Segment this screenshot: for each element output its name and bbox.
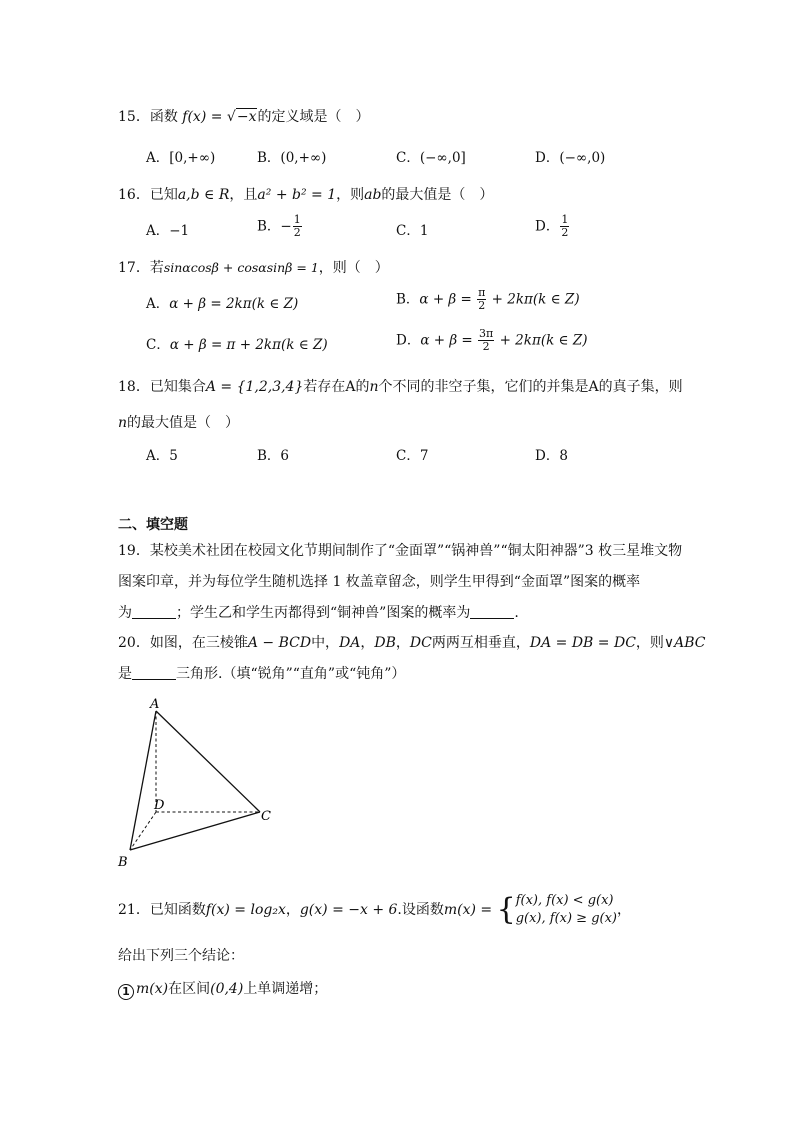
q17-option-c[interactable]: [146, 336, 328, 354]
option-label: B．: [257, 150, 281, 166]
question-21-line-1: [118, 890, 631, 930]
vertex-label-d: D: [154, 798, 165, 813]
q16-option-a[interactable]: [146, 222, 189, 240]
math-condition: a,b ∈ R: [177, 187, 230, 203]
question-21-line-2: 给出下列三个结论：: [118, 948, 244, 964]
fraction: [560, 214, 569, 239]
question-16-stem: [118, 186, 493, 204]
stem-text: 21．已知函数: [118, 902, 206, 918]
stem-text: 上单调递增；: [243, 981, 328, 997]
option-text: 6: [280, 448, 290, 464]
edge-bc: [130, 812, 260, 850]
math-segment: DC: [409, 635, 432, 651]
option-label: C．: [396, 448, 420, 464]
case-1: f(x), f(x) < g(x): [515, 893, 614, 908]
vertex-label-a: A: [150, 697, 160, 712]
math-expression: sinαcosβ + cosαsinβ = 1: [163, 260, 319, 275]
fraction: [477, 287, 486, 312]
q18-option-d[interactable]: [535, 447, 568, 465]
stem-text: ，: [360, 635, 375, 651]
q18-option-b[interactable]: [257, 447, 289, 465]
stem-text: 函数: [149, 109, 178, 125]
fraction-denominator: 2: [561, 226, 569, 239]
option-text: 7: [419, 448, 429, 464]
stem-text: 在区间: [168, 981, 211, 997]
stem-text: ，则（ ）: [318, 260, 389, 276]
question-18-line-2: [118, 414, 239, 432]
q17-option-d[interactable]: [396, 328, 588, 353]
option-label: D．: [535, 218, 560, 235]
stem-text: 的定义域是（ ）: [257, 109, 370, 125]
stem-text: ，则: [635, 635, 664, 651]
q18-option-c[interactable]: [396, 447, 428, 465]
option-label: A．: [146, 296, 170, 312]
option-rhs: + 2kπ(k ∈ Z): [487, 291, 580, 308]
q15-option-a[interactable]: [146, 149, 215, 167]
question-20-line-2: [118, 665, 405, 683]
option-label: A．: [146, 223, 170, 239]
stem-text: ，则: [336, 187, 365, 203]
option-label: B．: [396, 291, 420, 308]
fraction: [478, 328, 494, 353]
vertex-label-b: B: [118, 855, 128, 870]
fraction-denominator: 2: [293, 226, 301, 239]
math-interval: (0,4): [210, 981, 244, 997]
stem-text: 若存在A的: [303, 379, 370, 395]
option-text: 5: [169, 448, 178, 464]
option-text: (−∞,0]: [419, 150, 466, 166]
stem-text: ，且: [229, 187, 258, 203]
fraction: [293, 214, 302, 239]
question-20-line-1: [118, 634, 706, 652]
stem-text: 的最大值是（ ）: [381, 187, 494, 203]
fraction-numerator: 1: [561, 213, 569, 226]
question-21-conclusion-1: [118, 980, 327, 1000]
q15-option-b[interactable]: [257, 149, 326, 167]
option-text: (−∞,0): [559, 150, 606, 166]
question-number: 16．: [118, 187, 150, 203]
stem-text: ；学生乙和学生丙都得到“铜神兽”图案的概率为: [176, 605, 471, 621]
option-text: 1: [419, 223, 429, 239]
left-brace-icon: {: [496, 892, 516, 927]
q18-option-a[interactable]: [146, 447, 178, 465]
question-number: 15．: [118, 109, 150, 125]
math-function: m(x) =: [443, 902, 497, 918]
option-label: D．: [535, 448, 560, 464]
math-radicand: −x: [236, 109, 257, 125]
option-lhs: α + β =: [420, 332, 478, 349]
question-number: 17．: [118, 260, 150, 276]
math-variable: n: [369, 379, 379, 395]
option-label: C．: [396, 150, 420, 166]
q16-option-b[interactable]: [257, 214, 303, 239]
fraction-numerator: 1: [293, 213, 301, 226]
stem-text: ，: [617, 902, 632, 918]
math-triangle: ∨ABC: [663, 635, 706, 651]
math-function: m(x): [136, 981, 169, 997]
question-number: 18．: [118, 379, 150, 395]
stem-text: 是: [118, 666, 132, 682]
stem-text: 两两互相垂直，: [431, 635, 530, 651]
q17-option-b[interactable]: [396, 287, 580, 312]
stem-text: ，: [285, 902, 300, 918]
sqrt-icon: √: [226, 109, 236, 125]
math-variable: n: [118, 415, 128, 431]
math-set: A = {1,2,3,4}: [205, 379, 304, 395]
vertex-label-c: C: [261, 809, 271, 824]
stem-text: 若: [149, 260, 164, 276]
q17-option-a[interactable]: [146, 295, 298, 313]
tetrahedron-figure: [110, 692, 290, 872]
stem-text: 的最大值是（ ）: [127, 415, 240, 431]
question-15-stem: [118, 108, 369, 126]
option-text: −1: [169, 223, 190, 239]
stem-text: 已知: [149, 187, 178, 203]
option-label: B．: [257, 448, 281, 464]
question-18-line-1: [118, 378, 683, 396]
option-lhs: α + β =: [419, 291, 477, 308]
stem-text: .设函数: [397, 902, 444, 918]
option-text: (0,+∞): [280, 150, 327, 166]
answer-blank-3[interactable]: [132, 665, 176, 680]
math-segment: DA: [339, 635, 361, 651]
edge-ac: [156, 711, 260, 812]
option-label: C．: [396, 223, 420, 239]
math-function: f(x) =: [182, 109, 227, 125]
stem-text: ，: [395, 635, 410, 651]
math-function: f(x) = log₂x: [205, 902, 286, 918]
math-equation: DA = DB = DC: [529, 635, 636, 651]
math-solid: A − BCD: [247, 635, 312, 651]
math-segment: DB: [374, 635, 396, 651]
option-label: C．: [146, 337, 170, 353]
circled-number-icon: 1: [118, 984, 134, 1000]
option-text: [0,+∞): [169, 150, 216, 166]
fraction-numerator: π: [478, 286, 486, 299]
fraction-numerator: 3π: [479, 327, 494, 340]
stem-text: 个不同的非空子集，它们的并集是A的真子集，则: [378, 379, 683, 395]
case-2: g(x), f(x) ≥ g(x): [515, 911, 618, 926]
option-label: D．: [396, 332, 421, 349]
section-heading: 二、填空题: [118, 517, 188, 533]
math-target: ab: [364, 187, 382, 203]
answer-blank-2[interactable]: [470, 604, 514, 619]
option-label: A．: [146, 150, 170, 166]
option-label: D．: [535, 150, 560, 166]
question-19-line-2: 图案印章，并为每位学生随机选择 1 枚盖章留念，则学生甲得到“金面罩”图案的概率: [118, 574, 641, 590]
stem-text: 20．如图，在三棱锥: [118, 635, 248, 651]
question-19-line-1: 19．某校美术社团在校园文化节期间制作了“金面罩”“锅神兽”“铜太阳神器”3 枚三星堆文物: [118, 543, 683, 559]
math-condition: a² + b² = 1: [257, 187, 337, 203]
fraction-denominator: 2: [482, 340, 490, 353]
q15-option-c[interactable]: [396, 149, 466, 167]
piecewise-cases: [516, 892, 617, 928]
option-text: α + β = 2kπ(k ∈ Z): [169, 296, 299, 312]
option-label: A．: [146, 448, 170, 464]
edge-ab: [130, 711, 156, 850]
q15-option-d[interactable]: [535, 149, 605, 167]
option-label: B．: [257, 218, 281, 235]
option-text: 8: [559, 448, 568, 464]
q16-option-c[interactable]: [396, 222, 428, 240]
fraction-denominator: 2: [478, 299, 486, 312]
question-17-stem: [118, 259, 389, 277]
stem-text: 已知集合: [149, 379, 206, 395]
stem-text: 中，: [311, 635, 340, 651]
option-rhs: + 2kπ(k ∈ Z): [495, 332, 588, 349]
question-19-line-3: [118, 604, 519, 622]
stem-text: .: [514, 605, 519, 621]
stem-text: 为: [118, 605, 132, 621]
answer-blank-1[interactable]: [132, 604, 176, 619]
stem-text: 三角形.（填“锐角”“直角”或“钝角”）: [176, 666, 406, 682]
option-text: α + β = π + 2kπ(k ∈ Z): [169, 337, 328, 353]
math-function: g(x) = −x + 6: [299, 902, 398, 918]
q16-option-d[interactable]: [535, 214, 570, 239]
option-sign: −: [280, 218, 292, 235]
